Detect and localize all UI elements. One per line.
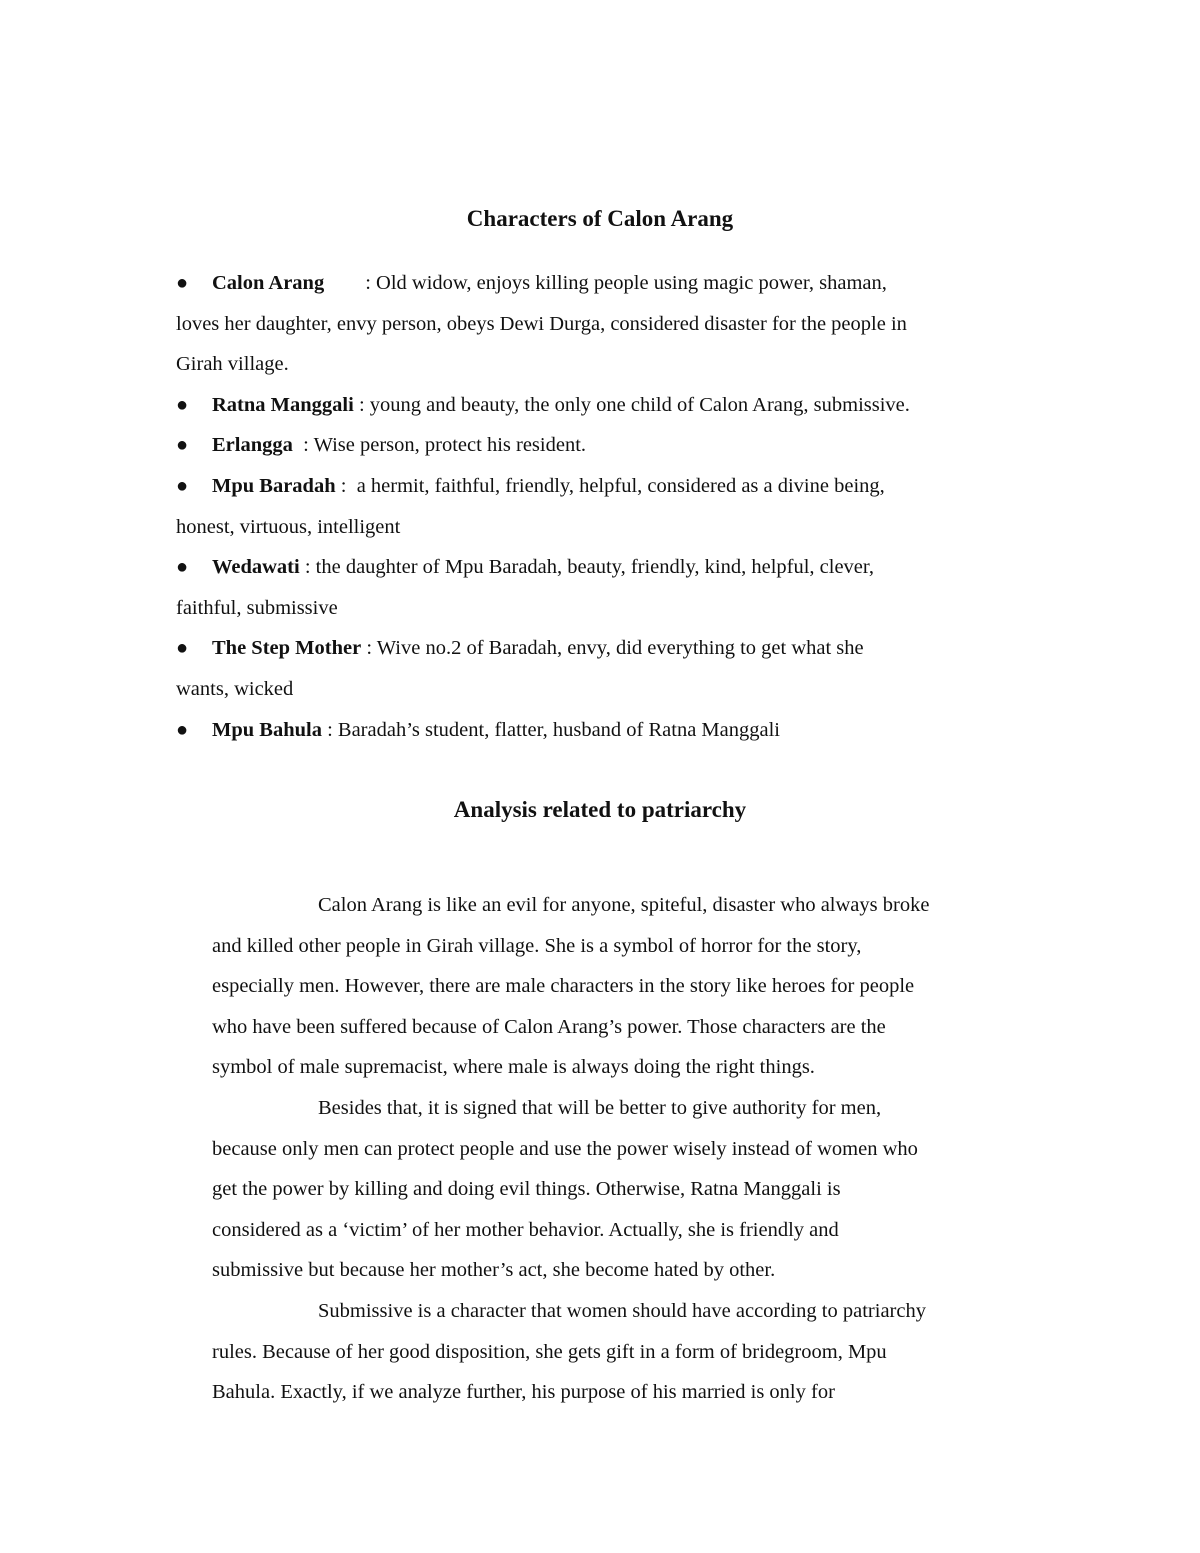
bullet-icon: ● [176,272,189,294]
separator: : [321,718,338,741]
list-item-mpu-baradah [176,466,1036,547]
character-description: Wive no.2 of Baradah, envy, did everything to get what she [376,637,864,660]
text-line: Besides that, it is signed that will be better to give authority for men, [318,1096,882,1119]
paragraph [212,1088,1032,1291]
text-line: considered as a ‘victim’ of her mother behavior. Actually, she is friendly and [212,1218,839,1241]
character-description: Wise person, protect his resident. [313,434,587,457]
character-description: Old widow, enjoys killing people using magic power, shaman, [376,272,887,294]
text-line: Submissive is a character that women should have according to patriarchy [318,1299,926,1322]
character-description: a hermit, faithful, friendly, helpful, considered as a divine being, [356,474,885,497]
list-item-step-mother [176,628,1036,709]
text-line: because only men can protect people and use the power wisely instead of women who [212,1137,918,1160]
bullet-icon: ● [176,393,189,416]
character-description: the daughter of Mpu Baradah, beauty, friendly, kind, helpful, clever, [315,556,875,579]
characters-heading: Characters of Calon Arang [466,206,734,231]
separator: : [299,556,316,579]
list-item-calon-arang [176,263,1036,385]
separator: : [335,474,357,497]
separator: : [361,637,377,660]
text-line: submissive but because her mother’s act, she become hated by other. [212,1259,776,1282]
character-name: Wedawati [212,556,300,579]
text-line: get the power by killing and doing evil things. Otherwise, Ratna Manggali is [212,1178,841,1201]
text-line: Calon Arang is like an evil for anyone, spiteful, disaster who always broke [318,894,930,916]
paragraph [212,885,1032,1088]
bullet-icon: ● [176,474,189,497]
character-name: Mpu Baradah [212,474,336,497]
analysis-body [212,885,1032,1413]
description-continuation: honest, virtuous, intelligent [176,515,401,538]
character-description: young and beauty, the only one child of Calon Arang, submissive. [369,393,910,416]
description-continuation: wants, wicked [176,677,294,700]
description-continuation: faithful, submissive [176,596,338,619]
text-line: especially men. However, there are male characters in the story like heroes for people [212,975,915,998]
text-line: who have been suffered because of Calon Arang’s power. Those characters are the [212,1015,886,1038]
text-line: rules. Because of her good disposition, she gets gift in a form of bridegroom, Mpu [212,1340,887,1363]
bullet-icon: ● [176,718,189,741]
text-line: symbol of male supremacist, where male is always doing the right things. [212,1056,815,1079]
characters-list [176,263,1036,750]
bullet-icon: ● [176,556,189,579]
list-item-erlangga [176,425,1036,466]
text-line: and killed other people in Girah village. She is a symbol of horror for the story, [212,934,862,957]
list-item-wedawati [176,547,1036,628]
character-name: Ratna Manggali [212,393,354,416]
bullet-icon: ● [176,637,189,660]
description-continuation: Girah village. [176,353,289,376]
character-name: Calon Arang [212,272,325,294]
character-name: Erlangga [212,434,293,457]
separator: : [324,272,377,294]
analysis-heading: Analysis related to patriarchy [453,797,747,822]
paragraph [212,1291,1032,1413]
text-line: Bahula. Exactly, if we analyze further, his purpose of his married is only for [212,1381,835,1404]
bullet-icon: ● [176,434,189,457]
list-item-ratna-manggali [176,385,1036,426]
separator: : [353,393,370,416]
character-name: The Step Mother [212,637,362,660]
character-description: Baradah’s student, flatter, husband of Ratna Manggali [337,718,780,741]
separator: : [292,434,314,457]
character-name: Mpu Bahula [212,718,322,741]
description-continuation: loves her daughter, envy person, obeys Dewi Durga, considered disaster for the people in [176,312,907,335]
list-item-mpu-bahula [176,710,1036,751]
